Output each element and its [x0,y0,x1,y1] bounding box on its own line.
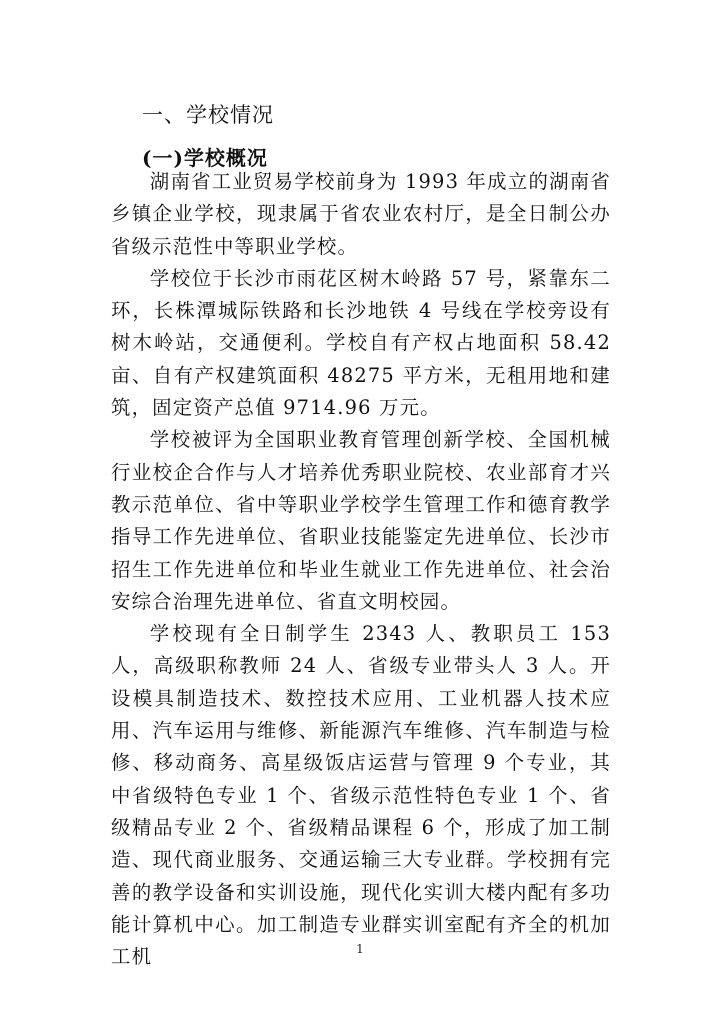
section-heading: 一、学校情况 [142,103,274,127]
paragraph-school-location: 学校位于长沙市雨花区树木岭路 57 号，紧靠东二环，长株潭城际铁路和长沙地铁 4 号线在学校旁设有树木岭站，交通便利。学校自有产权占地面积 58.42 亩、自有产权建筑面积 48275 平方米，无租用地和建筑，固定资产总值 9714.96 万元。 [111,266,611,420]
paragraph-school-honors: 学校被评为全国职业教育管理创新学校、全国机械行业校企合作与人才培养优秀职业院校、农业部育才兴教示范单位、省中等职业学校学生管理工作和德育教学指导工作先进单位、省职业技能鉴定先进单位、长沙市招生工作先进单位和毕业生就业工作先进单位、社会治安综合治理先进单位、省直文明校园。 [111,428,611,613]
page-number: 1 [356,942,364,956]
subsection-heading: (一)学校概况 [142,146,268,170]
paragraph-school-history: 湖南省工业贸易学校前身为 1993 年成立的湖南省乡镇企业学校，现隶属于省农业农村厅，是全日制公办省级示范性中等职业学校。 [111,170,611,258]
paragraph-school-programs: 学校现有全日制学生 2343 人、教职员工 153 人，高级职称教师 24 人、省级专业带头人 3 人。开设模具制造技术、数控技术应用、工业机器人技术应用、汽车运用与维修、新能源汽车维修、汽车制造与检修、移动商务、高星级饭店运营与管理 9 个专业，其中省级特色专业 1 个、省级示范性特色专业 1 个、省级精品专业 2 个、省级精品课程 6 个，形成了加工制造、现代商业服务、交通运输三大专业群。学校拥有完善的教学设备和实训设施，现代化实训大楼内配有多功能计算机中心。加工制造专业群实训室配有齐全的机加工机 [111,622,611,969]
body-text [111,166,611,973]
